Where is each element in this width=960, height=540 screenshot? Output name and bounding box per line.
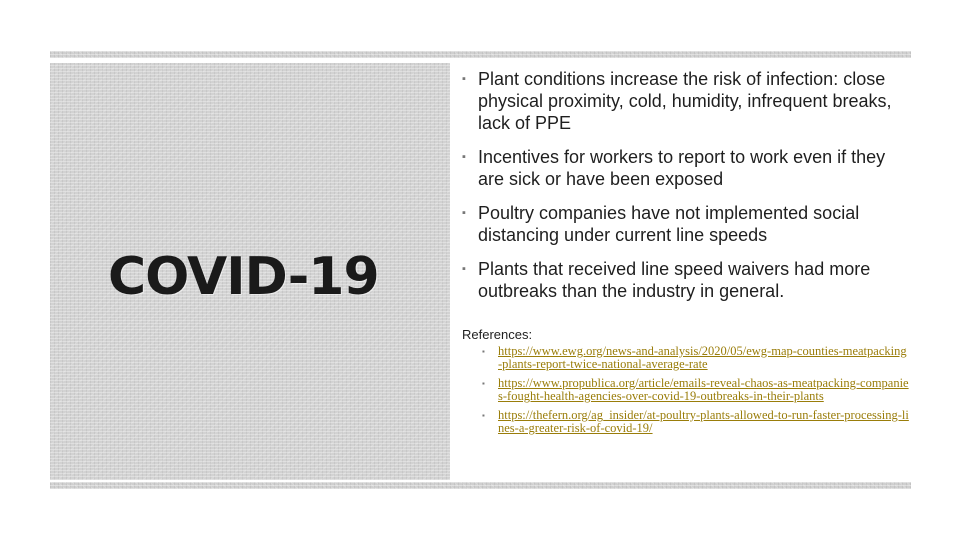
bottom-frame-bar (50, 482, 911, 489)
bullet-text: Plant conditions increase the risk of infection: close physical proximity, cold, humidity, infrequent breaks, lack of PPE (478, 69, 892, 133)
reference-link-ewg[interactable]: https://www.ewg.org/news-and-analysis/2020/05/ewg-map-counties-meatpacking-plants-report-twice-national-average-rate (498, 344, 907, 371)
slide-title: COVID-19 (108, 247, 379, 307)
reference-item (482, 409, 910, 435)
square-bullet-icon: ▪ (482, 347, 485, 356)
top-frame-bar (50, 51, 911, 58)
reference-item (482, 345, 910, 371)
bullet-text: Plants that received line speed waivers had more outbreaks than the industry in general. (478, 259, 871, 301)
square-bullet-icon: ▪ (482, 379, 485, 388)
reference-link-propublica[interactable]: https://www.propublica.org/article/emails-reveal-chaos-as-meatpacking-companies-fought-health-agencies-over-covid-19-outbreaks-in-their-plants (498, 376, 909, 403)
square-bullet-icon: ▪ (462, 151, 466, 163)
square-bullet-icon: ▪ (462, 263, 466, 275)
bullet-item (462, 146, 912, 190)
bullet-item (462, 68, 912, 134)
bullet-list (462, 68, 912, 302)
bullet-text: Poultry companies have not implemented social distancing under current line speeds (478, 203, 860, 245)
square-bullet-icon: ▪ (462, 207, 466, 219)
reference-link-thefern[interactable]: https://thefern.org/ag_insider/at-poultry-plants-allowed-to-run-faster-processing-lines-a-greater-risk-of-covid-19/ (498, 408, 909, 435)
content-area (462, 68, 912, 441)
references-label: References: (462, 327, 533, 342)
bullet-item (462, 258, 912, 302)
square-bullet-icon: ▪ (462, 73, 466, 85)
square-bullet-icon: ▪ (482, 411, 485, 420)
bullet-item (462, 202, 912, 246)
reference-item (482, 377, 910, 403)
references-section (462, 327, 912, 435)
bullet-text: Incentives for workers to report to work even if they are sick or have been exposed (478, 147, 886, 189)
reference-list (462, 345, 912, 435)
